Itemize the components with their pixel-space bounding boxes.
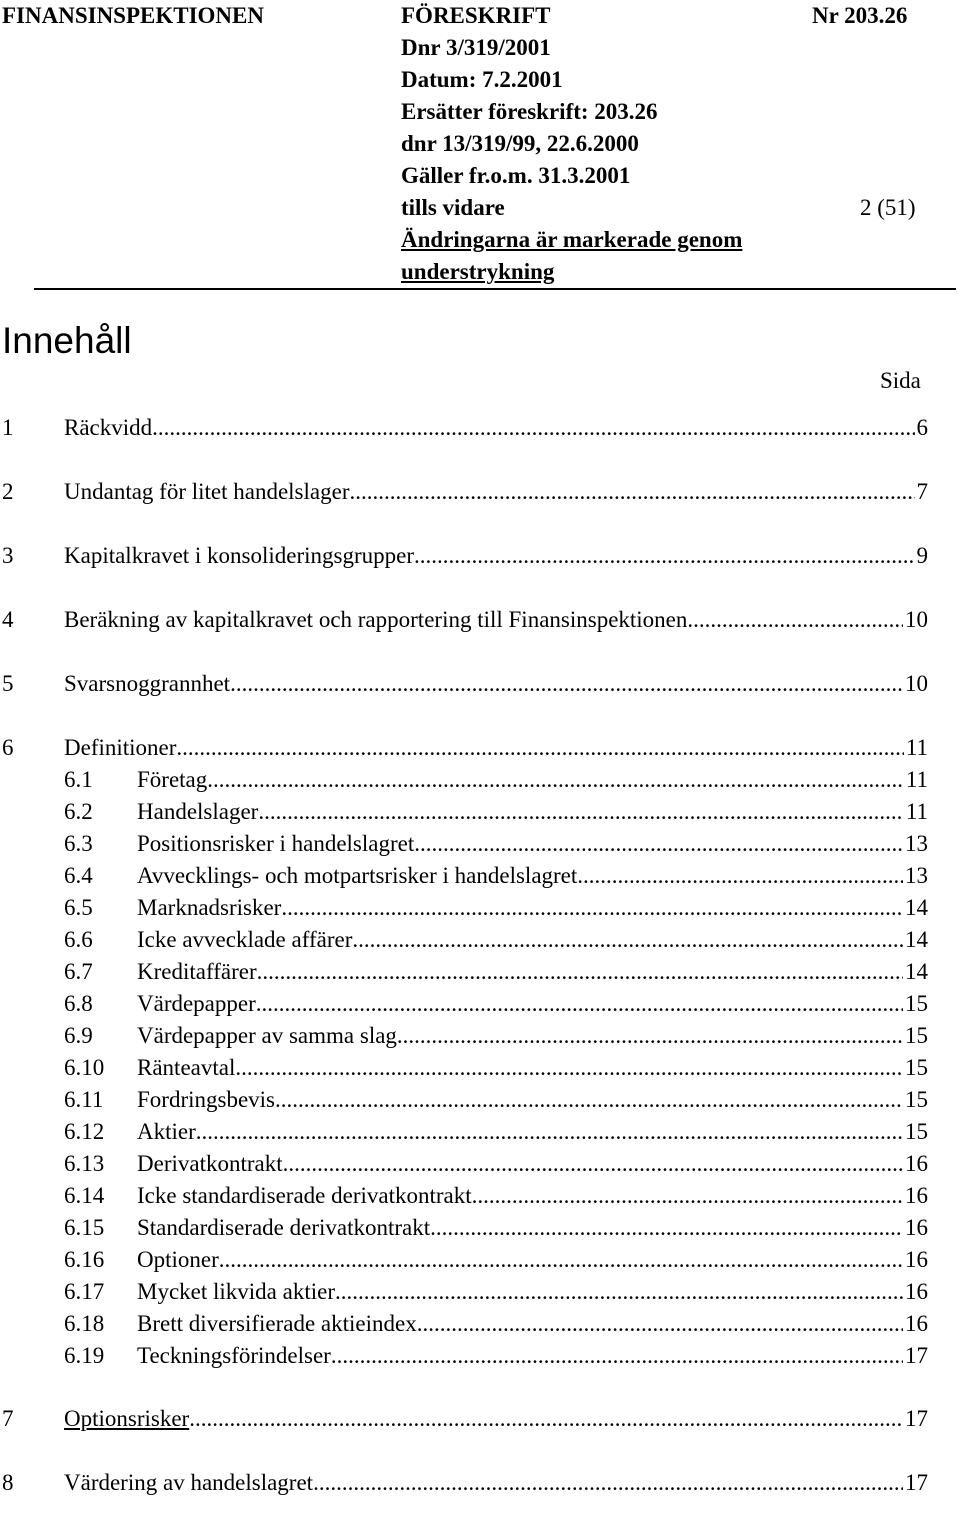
toc-entry-title: Icke standardiserade derivatkontrakt [137,1183,472,1208]
toc-entry-number: 6.2 [64,799,93,824]
toc-entry-title: Fordringsbevis [137,1087,275,1112]
toc-entry-page: 11 [904,765,928,795]
toc-subentry[interactable] [0,1181,928,1211]
toc-entry-number: 6.1 [64,767,93,792]
toc-entry-title: Standardiserade derivatkontrakt [137,1215,431,1240]
toc-entry[interactable] [0,1468,928,1498]
toc-entry-title: Värdering av handelslagret [64,1470,314,1495]
dot-leader [176,733,903,763]
toc-subentry[interactable] [0,861,928,891]
toc-subentry[interactable] [0,1085,928,1115]
dot-leader [417,1309,903,1339]
dot-leader [196,1117,903,1147]
dot-leader [472,1181,903,1211]
header-divider [34,288,956,290]
dot-leader [331,1341,903,1371]
toc-entry-page: 16 [903,1277,928,1307]
toc-entry-title: Svarsnoggrannhet [64,671,231,696]
dot-leader [687,605,903,635]
toc-entry-number: 6.6 [64,927,93,952]
toc-entry-title: Optioner [137,1247,219,1272]
toc-subentry[interactable] [0,797,928,827]
toc-entry-page: 14 [903,957,928,987]
toc-subentry[interactable] [0,1021,928,1051]
page-indicator: 2 (51) [860,195,916,220]
toc-entry-title: Icke avvecklade affärer [137,927,353,952]
toc-entry-title: Kreditaffärer [137,959,257,984]
toc-entry-title: Marknadsrisker [137,895,282,920]
toc-entry-number: 6.18 [64,1311,105,1336]
toc-entry-title: Kapitalkravet i konsolideringsgrupper [64,543,415,568]
change-note-continued: understrykning [401,259,555,284]
dot-leader [281,893,903,923]
toc-entry-page: 7 [915,477,929,507]
toc-entry-number: 6 [2,735,14,760]
dot-leader [219,1245,903,1275]
regulation-number: Nr 203.26 [812,3,908,28]
toc-subentry[interactable] [0,957,928,987]
toc-entry-page: 16 [903,1181,928,1211]
toc-entry-number: 6.17 [64,1279,105,1304]
toc-entry-page: 17 [903,1468,928,1498]
dot-leader [414,541,914,571]
toc-entry-number: 1 [2,415,14,440]
toc-subentry[interactable] [0,765,928,795]
toc-entry-number: 6.16 [64,1247,105,1272]
dot-leader [256,989,903,1019]
valid-until: tills vidare [401,195,505,220]
page-column-label: Sida [880,368,921,393]
document-type: FÖRESKRIFT [401,3,551,28]
toc-entry-title: Ränteavtal [137,1055,236,1080]
toc-subentry[interactable] [0,893,928,923]
toc-entry-page: 16 [903,1309,928,1339]
dot-leader [258,797,904,827]
toc-entry-title: Värdepapper av samma slag [137,1023,397,1048]
toc-entry-number: 6.3 [64,831,93,856]
toc-entry[interactable] [0,477,928,507]
toc-subentry[interactable] [0,989,928,1019]
toc-entry[interactable] [0,733,928,763]
toc-entry-page: 15 [903,1021,928,1051]
toc-entry-number: 6.15 [64,1215,105,1240]
registration-number: Dnr 3/319/2001 [401,35,551,60]
toc-entry-number: 6.8 [64,991,93,1016]
authority-name: FINANSINSPEKTIONEN [2,3,264,28]
toc-entry-title: Värdepapper [137,991,256,1016]
toc-entry-title: Handelslager [137,799,259,824]
toc-entry-number: 6.14 [64,1183,105,1208]
toc-entry-title: Positionsrisker i handelslagret [137,831,415,856]
toc-entry-number: 8 [2,1470,14,1495]
dot-leader [414,829,903,859]
dot-leader [349,477,914,507]
toc-subentry[interactable] [0,1053,928,1083]
valid-from: Gäller fr.o.m. 31.3.2001 [401,163,631,188]
toc-entry-page: 15 [903,989,928,1019]
toc-entry-page: 6 [915,413,929,443]
toc-entry-title: Brett diversifierade aktieindex [137,1311,417,1336]
dot-leader [430,1213,903,1243]
dot-leader [230,669,903,699]
dot-leader [257,957,903,987]
toc-entry[interactable] [0,1404,928,1434]
toc-subentry[interactable] [0,829,928,859]
toc-entry-page: 17 [903,1341,928,1371]
toc-subentry[interactable] [0,1341,928,1371]
toc-entry-page: 13 [903,829,928,859]
toc-entry-number: 6.4 [64,863,93,888]
toc-entry-page: 9 [915,541,929,571]
toc-subentry[interactable] [0,925,928,955]
toc-entry-number: 6.9 [64,1023,93,1048]
toc-subentry[interactable] [0,1309,928,1339]
toc-entry-title: Beräkning av kapitalkravet och rapportering till Finansinspektionen [64,607,688,632]
dot-leader [275,1085,903,1115]
toc-entry-number: 6.19 [64,1343,105,1368]
toc-entry-title: Aktier [137,1119,196,1144]
toc-subentry[interactable] [0,1213,928,1243]
toc-subentry[interactable] [0,1277,928,1307]
toc-entry-page: 16 [903,1245,928,1275]
toc-entry-title: Definitioner [64,735,177,760]
toc-entry-page: 17 [903,1404,928,1434]
toc-entry-number: 6.11 [64,1087,104,1112]
toc-entry-number: 7 [2,1406,14,1431]
toc-subentry[interactable] [0,1245,928,1275]
toc-entry-page: 14 [903,893,928,923]
toc-entry-number: 4 [2,607,14,632]
toc-entry-page: 15 [903,1053,928,1083]
dot-leader [207,765,904,795]
toc-entry-number: 6.7 [64,959,93,984]
toc-entry-page: 14 [903,925,928,955]
dot-leader [352,925,903,955]
toc-entry[interactable] [0,605,928,635]
toc-entry-title: Avvecklings- och motpartsrisker i handelslagret [137,863,578,888]
toc-subentry[interactable] [0,1117,928,1147]
toc-entry-page: 15 [903,1085,928,1115]
toc-entry-title: Företag [137,767,208,792]
toc-entry-number: 2 [2,479,14,504]
toc-entry-number: 6.12 [64,1119,105,1144]
toc-entry-number: 6.13 [64,1151,105,1176]
toc-entry-title: Optionsrisker [64,1406,190,1431]
replaced-registration: dnr 13/319/99, 22.6.2000 [401,131,639,156]
document-date: Datum: 7.2.2001 [401,67,563,92]
toc-entry-page: 11 [904,797,928,827]
toc-subentry[interactable] [0,1149,928,1179]
toc-entry-number: 6.10 [64,1055,105,1080]
change-note: Ändringarna är markerade genom [401,227,743,252]
toc-entry-page: 16 [903,1213,928,1243]
toc-entry-number: 5 [2,671,14,696]
toc-entry-title: Teckningsförindelser [137,1343,331,1368]
toc-entry-page: 13 [903,861,928,891]
toc-entry-page: 11 [904,733,928,763]
toc-entry-title: Mycket likvida aktier [137,1279,335,1304]
toc-entry-title: Derivatkontrakt [137,1151,283,1176]
toc-title: Innehåll [2,320,132,361]
toc-entry-number: 6.5 [64,895,93,920]
dot-leader [283,1149,903,1179]
toc-entry-page: 10 [903,605,928,635]
dot-leader [189,1404,903,1434]
dot-leader [235,1053,903,1083]
toc-entry-title: Undantag för litet handelslager [64,479,350,504]
toc-entry-page: 10 [903,669,928,699]
dot-leader [313,1468,903,1498]
replaces-regulation: Ersätter föreskrift: 203.26 [401,99,658,124]
dot-leader [577,861,903,891]
toc-entry-page: 15 [903,1117,928,1147]
toc-entry[interactable] [0,413,928,443]
dot-leader [335,1277,903,1307]
toc-entry-number: 3 [2,543,14,568]
toc-entry[interactable] [0,541,928,571]
toc-entry-title: Räckvidd [64,415,153,440]
dot-leader [397,1021,903,1051]
dot-leader [152,413,914,443]
toc-entry[interactable] [0,669,928,699]
toc-entry-page: 16 [903,1149,928,1179]
